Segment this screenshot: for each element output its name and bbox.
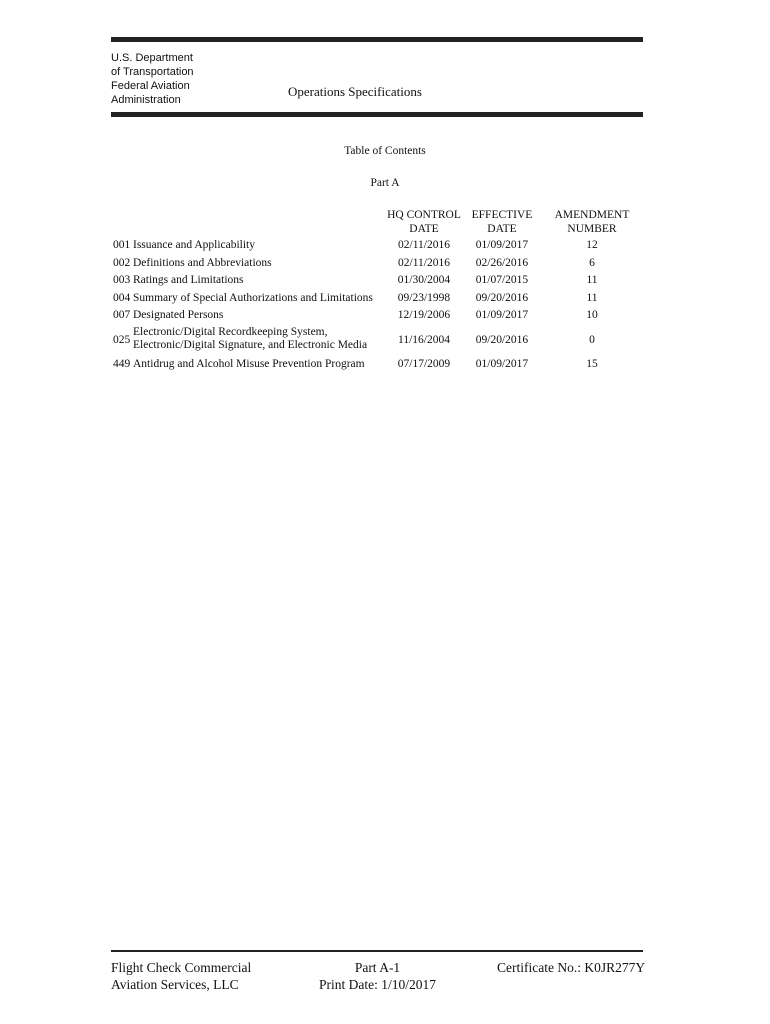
agency-line: U.S. Department xyxy=(111,52,193,64)
amendment-number: 12 xyxy=(586,239,598,251)
header-top-rule xyxy=(111,37,643,42)
operator-line: Aviation Services, LLC xyxy=(111,977,239,992)
section-number: 001 xyxy=(113,239,131,251)
hq-control-date: 09/23/1998 xyxy=(397,292,451,304)
certificate-number: Certificate No.: K0JR277Y xyxy=(497,960,646,975)
hq-control-date: 01/30/2004 xyxy=(397,274,451,286)
print-date: Print Date: 1/10/2017 xyxy=(319,977,436,992)
section-number: 003 xyxy=(113,274,131,286)
effective-date: 01/09/2017 xyxy=(475,358,529,370)
footer-rule xyxy=(111,950,643,952)
hq-control-date: 07/17/2009 xyxy=(397,358,451,370)
section-number: 004 xyxy=(113,292,131,304)
section-number: 007 xyxy=(113,309,131,321)
section-title-link[interactable]: Summary of Special Authorizations and Limitations xyxy=(133,292,373,304)
section-number: 002 xyxy=(113,257,131,269)
hq-control-date: 02/11/2016 xyxy=(398,239,450,251)
section-title-link[interactable]: Antidrug and Alcohol Misuse Prevention Program xyxy=(133,358,365,370)
agency-name xyxy=(111,51,194,107)
section-number: 025 xyxy=(113,334,131,346)
column-header-amendment-number xyxy=(547,208,637,236)
amendment-number: 6 xyxy=(589,257,595,269)
column-header-line: HQ CONTROL xyxy=(387,209,461,221)
amendment-number: 15 xyxy=(586,358,598,370)
part-title: Part A xyxy=(370,177,400,189)
section-title-link[interactable]: Definitions and Abbreviations xyxy=(133,257,272,269)
operator-line: Flight Check Commercial xyxy=(111,960,252,975)
toc-title: Table of Contents xyxy=(344,145,426,157)
effective-date: 01/09/2017 xyxy=(475,239,529,251)
effective-date: 09/20/2016 xyxy=(475,334,529,346)
column-header-line: AMENDMENT xyxy=(554,209,630,221)
section-title-link[interactable]: Ratings and Limitations xyxy=(133,274,244,286)
section-title-line: Electronic/Digital Recordkeeping System, xyxy=(133,326,328,338)
amendment-number: 0 xyxy=(589,334,595,346)
column-header-line: DATE xyxy=(409,223,439,235)
amendment-number: 11 xyxy=(586,274,598,286)
effective-date: 01/07/2015 xyxy=(475,274,529,286)
hq-control-date: 02/11/2016 xyxy=(398,257,450,269)
effective-date: 02/26/2016 xyxy=(475,257,529,269)
section-title-link[interactable]: Designated Persons xyxy=(133,309,224,321)
header-bottom-rule xyxy=(111,112,643,117)
page-label: Part A-1 xyxy=(354,960,401,975)
column-header-line: NUMBER xyxy=(567,223,617,235)
agency-line: Administration xyxy=(111,94,181,106)
amendment-number: 10 xyxy=(586,309,598,321)
column-header-line: DATE xyxy=(487,223,517,235)
agency-line: of Transportation xyxy=(111,66,194,78)
column-header-effective-date xyxy=(462,208,542,236)
section-title-line: Electronic/Digital Signature, and Electronic Media xyxy=(133,339,368,351)
operator-name xyxy=(111,959,251,993)
column-header-line: EFFECTIVE xyxy=(471,209,533,221)
hq-control-date: 11/16/2004 xyxy=(398,334,450,346)
amendment-number: 11 xyxy=(586,292,598,304)
hq-control-date: 12/19/2006 xyxy=(397,309,451,321)
column-header-hq-control-date xyxy=(384,208,464,236)
section-number: 449 xyxy=(113,358,131,370)
agency-line: Federal Aviation xyxy=(111,80,190,92)
section-title-link[interactable] xyxy=(133,326,367,352)
document-title: Operations Specifications xyxy=(288,84,422,99)
effective-date: 09/20/2016 xyxy=(475,292,529,304)
page-info xyxy=(300,959,455,993)
section-title-link[interactable]: Issuance and Applicability xyxy=(133,239,255,251)
effective-date: 01/09/2017 xyxy=(475,309,529,321)
